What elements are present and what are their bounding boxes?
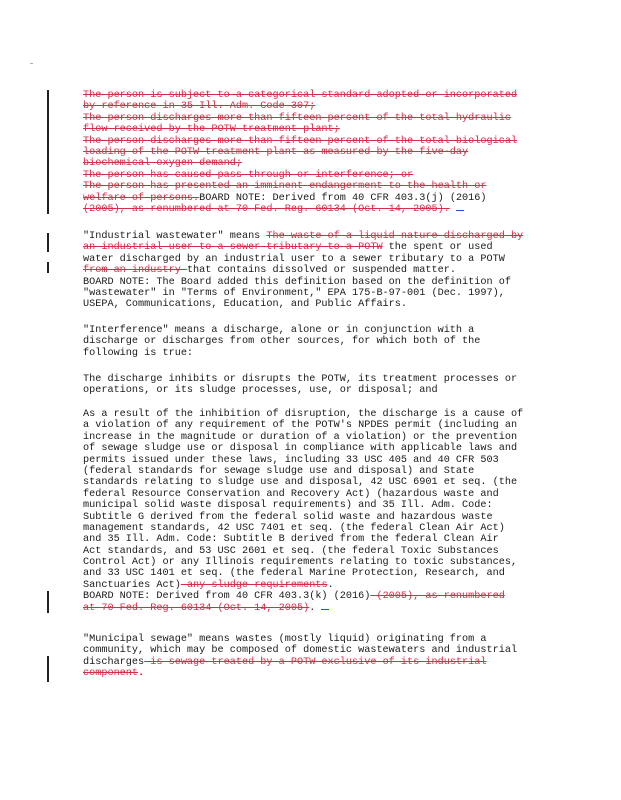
deleted-text: loading of the POTW treatment plant as measured by the five-day [83,146,469,158]
text-line [83,568,553,579]
body-text: management standards, 42 USC 7401 et seq. (the federal Clean Air Act) [83,522,505,534]
body-text: BOARD NOTE: Derived from 40 CFR 403.3(j) (2016) [199,192,487,204]
text-line [83,385,553,396]
text-line [83,336,553,347]
text-line [83,443,553,454]
body-text: discharges [83,656,145,668]
deleted-text: (2005), as renumbered [370,591,505,603]
text-line [83,374,553,385]
text-line [83,580,553,591]
text-line [83,645,553,656]
body-text: water discharged by an industrial user to a sewer tributary to a POTW [83,253,505,265]
text-line [83,466,553,477]
text-line [83,265,553,276]
deleted-text: component [83,668,139,680]
text-line [83,204,553,215]
paragraph-violation [83,409,553,614]
change-bar [47,90,49,214]
text-line [83,591,553,602]
text-line [83,489,553,500]
body-text: The discharge inhibits or disrupts the POTW, its treatment processes or [83,374,518,385]
body-text: Subtitle G derived from the federal solid waste and hazardous waste [83,511,493,523]
deleted-text: from an industry [83,265,187,277]
definition-interference [83,325,553,359]
body-text: increase in the magnitude or duration of a violation) or the prevention [83,431,518,443]
deleted-text: (2005), as renumbered at 70 Fed. Reg. 60134 (Oct. 14, 2005). [83,203,450,215]
change-bar [47,233,49,252]
text-line [83,231,553,242]
body-text: . [138,668,145,680]
body-text: "Municipal sewage" means wastes (mostly liquid) originating from a [83,634,487,645]
body-text: . [309,602,316,614]
text-line [83,420,553,431]
body-text: "Industrial wastewater" means [83,231,267,242]
text-line [83,657,553,668]
text-line [83,523,553,534]
text-line [83,181,553,192]
change-bar [47,656,49,682]
body-text: of sewage sludge use or disposal in compliance with applicable laws and [83,443,518,455]
body-text: municipal solid waste disposal requirements) and 35 Ill. Adm. Code: [83,500,493,512]
text-line [83,158,553,169]
body-text: and 33 USC 1401 et seq. (the federal Marine Protection, Research, and [83,568,505,580]
deleted-text: The person has caused pass through or interference; or [83,169,414,181]
text-line [83,432,553,443]
body-text: operations, or its sludge processes, use, or disposal; and [83,385,438,397]
body-text: USEPA, Communications, Education, and Public Affairs. [83,299,408,311]
body-text: (federal standards for sewage sludge use and disposal) and State [83,465,475,477]
text-line [83,534,553,545]
insertion-marker [321,608,329,610]
paragraph-discharge-inhibits [83,374,553,397]
body-text: and 35 Ill. Adm. Code: Subtitle B derived from the federal Clean Air [83,534,499,546]
text-line [83,136,553,147]
text-line [83,477,553,488]
body-text: permits issued under these laws, including 33 USC 405 and 40 CFR 503 [83,454,499,466]
deleted-text: at 70 Fed. Reg. 60134 (Oct. 14, 2005) [83,602,310,614]
deleted-text: flow received by the POTW treatment plant; [83,124,340,136]
body-text: Act standards, and 53 USC 2601 et seq. (the federal Toxic Substances [83,545,499,557]
body-text: Control Act) or any Illinois requirements relating to toxic substances, [83,557,518,569]
scan-speck [30,63,33,64]
text-line [83,409,553,420]
text-line [83,277,553,288]
text-line [83,546,553,557]
deleted-text: The person discharges more than fifteen percent of the total hydraulic [83,112,511,124]
text-line [83,299,553,310]
text-line [83,242,553,253]
definition-industrial-wastewater [83,231,553,311]
body-text: . [327,579,334,591]
body-text: BOARD NOTE: The Board added this definition based on the definition of [83,276,511,288]
text-line [83,512,553,523]
body-text: standards relating to sludge use and disposal, 42 USC 6901 et seq. (the [83,477,518,489]
text-line [83,325,553,336]
body-text: "Interference" means a discharge, alone or in conjunction with a [83,325,475,336]
insertion-marker [456,209,464,211]
text-line [83,113,553,124]
text-line [83,634,553,645]
deleted-text: any sludge requirements [180,579,328,591]
body-text: community, which may be composed of domestic wastewaters and industrial [83,645,518,657]
body-text: federal Resource Conservation and Recovery Act) (hazardous waste and [83,488,499,500]
text-line [83,193,553,204]
text-line [83,101,553,112]
deleted-text: biochemical oxygen demand; [83,158,242,170]
text-line [83,288,553,299]
body-text: the spent or used [382,242,493,254]
deleted-text: The person is subject to a categorical standard adopted or incorporated [83,90,518,101]
text-line [83,90,553,101]
change-bar [47,262,49,273]
text-line [83,557,553,568]
deleted-text: welfare of persons. [83,192,200,204]
text-line [83,348,553,359]
deleted-text: The person discharges more than fifteen percent of the total biological [83,135,518,147]
deleted-text: is sewage treated by a POTW exclusive of its industrial [144,656,487,668]
body-text: a violation of any requirement of the POTW's NPDES permit (including an [83,420,518,432]
deleted-text: The person has presented an imminent endangerment to the health or [83,181,487,193]
text-line [83,500,553,511]
definition-municipal-sewage [83,634,553,680]
body-text: BOARD NOTE: Derived from 40 CFR 403.3(k) (2016) [83,591,371,603]
deleted-text: The waste of a liquid nature discharged by [266,231,524,242]
text-line [83,147,553,158]
text-line [83,170,553,181]
body-text: that contains dissolved or suspended matter. [186,265,456,277]
deleted-text: an industrial user to a sewer tributary to a POTW [83,242,383,254]
body-text: following is true: [83,347,194,359]
body-text: "wastewater" in "Terms of Environment," EPA 175-B-97-001 (Dec. 1997), [83,287,505,299]
text-line [83,455,553,466]
text-line [83,124,553,135]
body-text: Sanctuaries Act) [83,579,181,591]
change-bar [47,591,49,613]
paragraph-pretreatment-criteria [83,90,553,215]
body-text: As a result of the inhibition of disruption, the discharge is a cause of [83,409,524,420]
text-line [83,603,553,614]
text-line [83,668,553,679]
deleted-text: by reference in 35 Ill. Adm. Code 307; [83,101,316,113]
text-line [83,254,553,265]
body-text: discharge or discharges from other sources, for which both of the [83,336,481,348]
